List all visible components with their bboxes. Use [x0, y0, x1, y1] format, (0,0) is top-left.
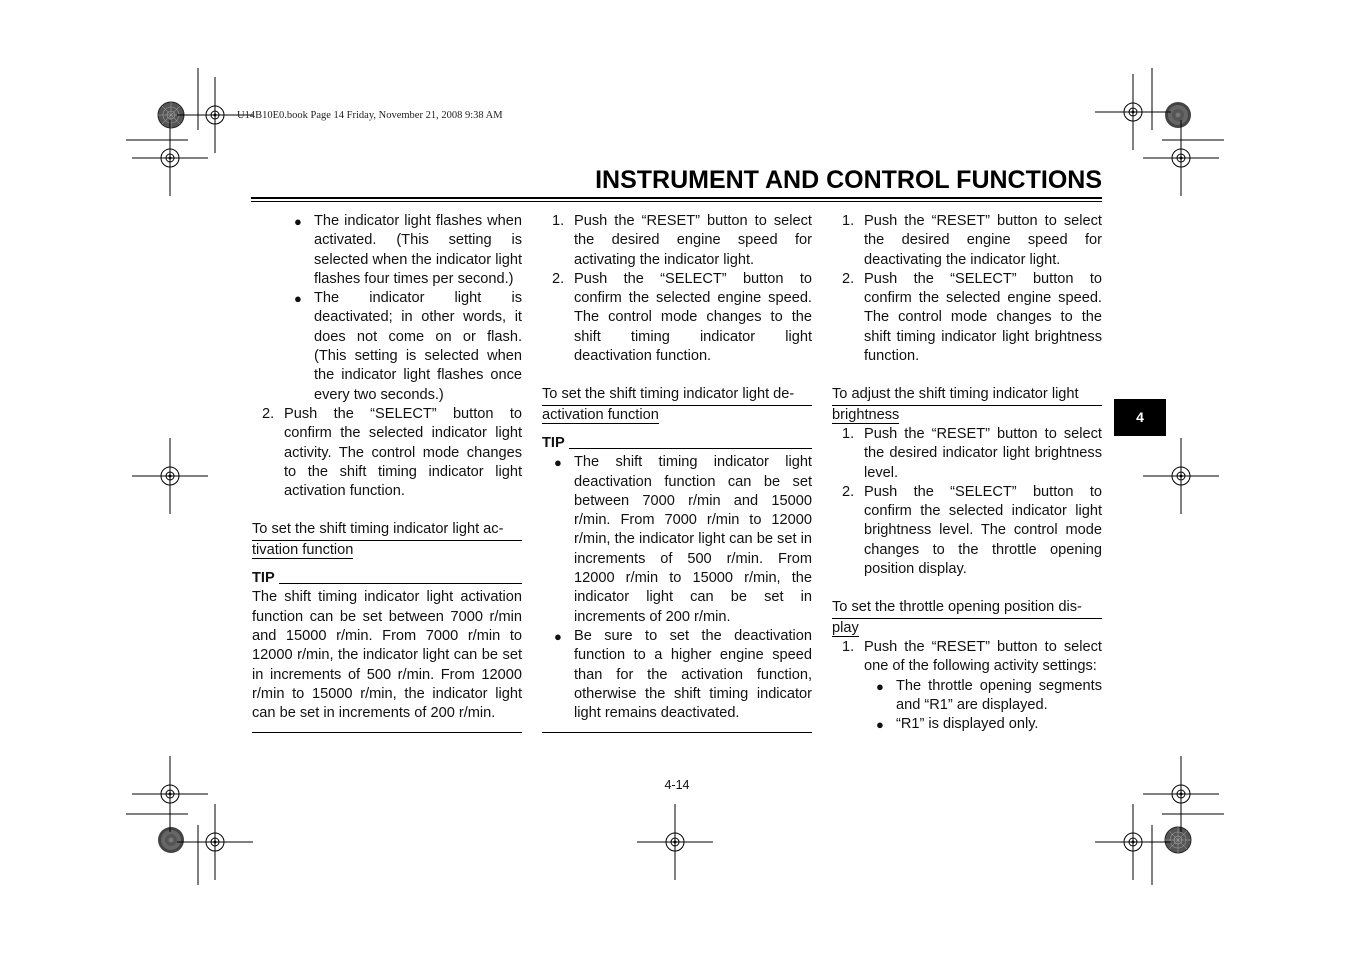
bullet-list: [832, 677, 1102, 735]
tip-end-rule: [542, 732, 812, 733]
column-1: [252, 212, 522, 733]
list-item: ● Be sure to set the deactivation function to a higher engine speed than for the activation function, otherwise the shift timing indicator light remains deactivated.: [554, 627, 812, 722]
list-item: ● “R1” is displayed only.: [876, 715, 1102, 734]
tip-end-rule: [252, 732, 522, 733]
step-item: 1. Push the “RESET” button to select one of the following activity settings:: [842, 638, 1102, 675]
list-item: ● The indicator light is deactivated; in other words, it does not come on or flash. (This setting is selected when the indicator light flashes once every two seconds.): [294, 290, 522, 403]
tip-header: TIP: [542, 434, 812, 453]
chapter-tab: 4: [1114, 399, 1166, 436]
bullet-icon: ●: [554, 628, 562, 644]
book-meta: U14B10E0.book Page 14 Friday, November 21, 2008 9:38 AM: [237, 110, 503, 121]
subheading: To adjust the shift timing indicator light brightness: [832, 385, 1102, 425]
title-rule: [251, 197, 1102, 199]
step-item: 2. Push the “SELECT” button to confirm the selected indicator light brightness level. The control mode changes to the throttle opening position display.: [842, 483, 1102, 578]
title-rule-thin: [251, 201, 1102, 202]
tip-text: The shift timing indicator light activation function can be set between 7000 r/min and 15000 r/min. From 7000 r/min to 12000 r/min, the indicator light can be set in increments of 500 r/min. From 12000 r/min to 15000 r/min, the indicator light can be set in increments of 200 r/min.: [252, 589, 522, 722]
column-2: [542, 212, 812, 733]
tip-header: TIP: [252, 569, 522, 588]
list-item: ● The shift timing indicator light deactivation function can be set between 7000 r/min and 15000 r/min. From 7000 r/min to 12000 r/min, the indicator light can be set in increments of 500 r/min. From 12000 r/min to 15000 r/min, the indicator light can be set in increments of 200 r/min.: [554, 454, 812, 625]
subheading: To set the shift timing indicator light ac- tivation function: [252, 520, 522, 560]
tip-bullets: [542, 453, 812, 723]
step-item: 2. Push the “SELECT” button to confirm the selected engine speed. The control mode changes to the shift timing indicator light brightness function.: [842, 270, 1102, 365]
step-item: 2. Push the “SELECT” button to confirm the selected indicator light activity. The control mode changes to the shift timing indicator light activation function.: [262, 405, 522, 500]
step-item: 2. Push the “SELECT” button to confirm the selected engine speed. The control mode changes to the shift timing indicator light deactivation function.: [552, 270, 812, 365]
column-3: [832, 212, 1102, 734]
section-title: INSTRUMENT AND CONTROL FUNCTIONS: [595, 166, 1102, 194]
bullet-list: [252, 212, 522, 405]
step-item: 1. Push the “RESET” button to select the desired engine speed for deactivating the indicator light.: [842, 213, 1102, 268]
bullet-icon: ●: [554, 455, 562, 471]
list-item: ● The indicator light flashes when activated. (This setting is selected when the indicator light flashes four times per second.): [294, 213, 522, 287]
bullet-icon: ●: [294, 214, 302, 229]
bullet-icon: ●: [294, 291, 302, 307]
page-number: 4-14: [664, 778, 690, 792]
step-item: 1. Push the “RESET” button to select the desired engine speed for activating the indicator light.: [552, 213, 812, 268]
bullet-icon: ●: [876, 678, 884, 694]
bullet-icon: ●: [876, 717, 884, 733]
subheading: To set the throttle opening position dis- play: [832, 598, 1102, 638]
step-item: 1. Push the “RESET” button to select the desired indicator light brightness level.: [842, 425, 1102, 481]
subheading: To set the shift timing indicator light de- activation function: [542, 385, 812, 425]
list-item: ● The throttle opening segments and “R1” are displayed.: [876, 677, 1102, 713]
